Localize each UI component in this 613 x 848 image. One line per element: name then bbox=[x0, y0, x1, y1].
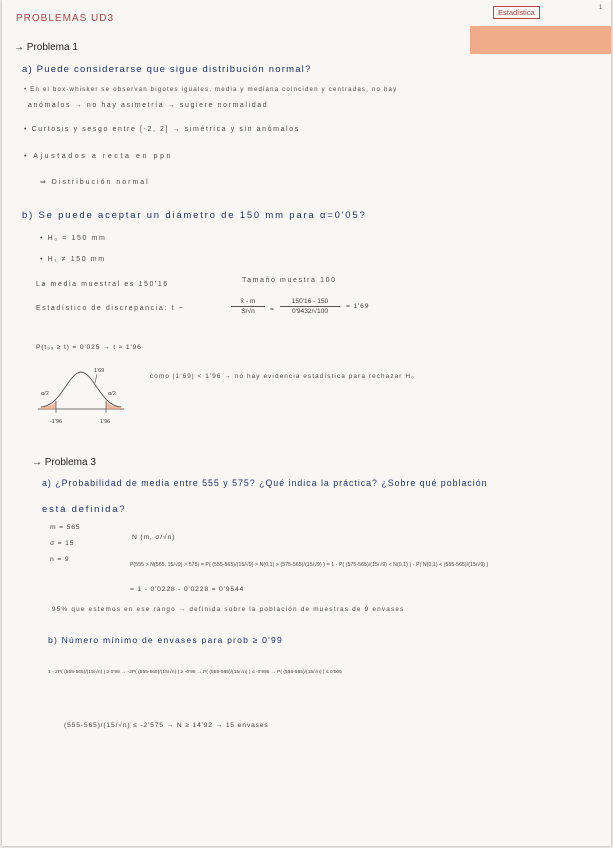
problem1-heading: → Problema 1 bbox=[14, 42, 78, 53]
equals-sign: = bbox=[270, 306, 275, 313]
statistic-fraction-1 bbox=[231, 298, 265, 315]
problem3-heading: → Problema 3 bbox=[32, 457, 96, 468]
inequality-chain: 1 - 2P( (555-565)/(15/√n) ) ≥ 0'99 → -2P( (555-565)/(15/√n) ) ≥ -0'99 → P( (555-565)/(15/√n) ) ≤ -0'995 → P( (555-565)/(15/√n) ) ≤ 0'005 bbox=[48, 670, 342, 675]
sample-size: Tamaño muestra 100 bbox=[242, 277, 337, 284]
sample-mean: La media muestral es 150'16 bbox=[36, 281, 169, 288]
interpretation: 95% que estemos en ese rango → definida sobre la población de muestras de 9 envases bbox=[52, 606, 405, 613]
probability-line: P(555 > N(565, 15/√9) > 575) = P( (555-565)/(15/√9) > N(0,1) > (575-565)/(15/√9) ) = 1 - P( (575-565)/(15/√9) < N(0,1) ) - P( N(0,1) < (555-565)/(15/√9) ) bbox=[130, 562, 489, 568]
probability-result: = 1 - 0'0228 - 0'0228 = 0'9544 bbox=[130, 586, 245, 593]
hypothesis-h0: • H₀ = 150 mm bbox=[40, 235, 107, 242]
curve-right-tick: 1'96 bbox=[100, 419, 111, 425]
curve-left-tail-label: α/2 bbox=[41, 391, 49, 397]
notebook-page bbox=[2, 0, 611, 846]
answer-a-conclusion: ⇒ Distribución normal bbox=[40, 179, 150, 186]
fraction-2-denominator: 0'9432/√100 bbox=[280, 306, 340, 315]
hypothesis-h1: • H₁ ≠ 150 mm bbox=[40, 256, 106, 263]
problem1-question-b: b) Se puede aceptar un diámetro de 150 mm para α=0'05? bbox=[22, 210, 367, 221]
sticky-note bbox=[470, 26, 611, 54]
page-title: PROBLEMAS UD3 bbox=[16, 13, 115, 24]
statistic-label: Estadístico de discrepancia: t ~ bbox=[36, 305, 185, 312]
problem1-conclusion: como |1'69| < 1'96 → no hay evidencia estadística para rechazar H₀ bbox=[150, 373, 415, 380]
problem3-question-a-line1: a) ¿Probabilidad de media entre 555 y 575? ¿Qué indica la práctica? ¿Sobre qué población bbox=[42, 478, 488, 488]
statistic-fraction-2 bbox=[280, 298, 340, 315]
answer-a-bullet-2: • Curtosis y sesgo entre [-2, 2] → simétrica y sin anómalos bbox=[24, 126, 300, 133]
problem1-question-a: a) Puede considerarse que sigue distribución normal? bbox=[22, 64, 312, 75]
statistic-result: = 1'69 bbox=[346, 303, 370, 310]
page-number: 1 bbox=[599, 5, 603, 11]
subject-tag: Estadística bbox=[493, 6, 540, 19]
param-sigma: σ = 15 bbox=[50, 540, 75, 547]
probability-equation: P(t₉₉ ≥ t) = 0'025 → t ≈ 1'96 bbox=[36, 344, 142, 351]
answer-a-bullet-1a: • En el box-whisker se observan bigotes iguales, media y mediana coinciden y centradas, no hay bbox=[24, 86, 398, 93]
param-mean: m = 565 bbox=[50, 524, 81, 531]
curve-left-tick: -1'96 bbox=[50, 419, 63, 425]
fraction-1-denominator: S/√n bbox=[231, 306, 265, 315]
problem3-question-a-line2: está definida? bbox=[42, 504, 127, 515]
curve-right-tail-label: α/2 bbox=[108, 391, 116, 397]
fraction-2-numerator: 150'16 - 150 bbox=[291, 298, 329, 305]
distribution: N (m, σ/√n) bbox=[132, 534, 176, 541]
param-n: n = 9 bbox=[50, 556, 70, 563]
final-answer: (555-565)/(15/√n) ≤ -2'575 → N ≥ 14'92 → 15 envases bbox=[64, 722, 269, 729]
answer-a-bullet-1b: anómalos → no hay asimetría → sugiere normalidad bbox=[28, 102, 269, 109]
problem3-question-b: b) Número mínimo de envases para prob ≥ 0'99 bbox=[48, 635, 283, 645]
normal-curve-sketch bbox=[36, 363, 126, 431]
fraction-1-numerator: x̄ - m bbox=[240, 298, 256, 305]
answer-a-bullet-3: • Ajustados a recta en ppn bbox=[24, 153, 174, 160]
curve-top-label: 1'69 bbox=[94, 368, 105, 374]
